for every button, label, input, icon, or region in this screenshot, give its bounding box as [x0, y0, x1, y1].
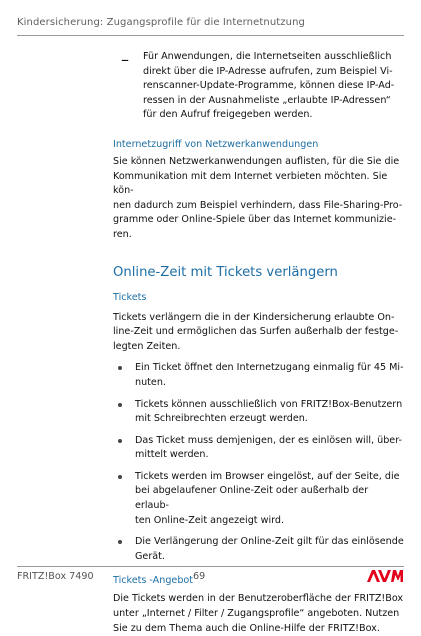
page-number: 69	[193, 571, 206, 582]
list-item: Ein Ticket öffnet den Internetzugang einmalig für 45 Mi- nuten.	[113, 361, 405, 390]
dash-marker: –	[121, 50, 129, 69]
list-item: Tickets können ausschließlich von FRITZ!Box-Benutzern mit Schreibrechten erzeugt werden.	[113, 398, 405, 427]
bullet-marker	[118, 439, 122, 443]
avm-logo-icon	[366, 568, 404, 584]
subheading-tickets-angebot: Tickets -Angebot	[113, 575, 194, 587]
bullet-marker	[118, 366, 122, 370]
page-footer	[17, 566, 404, 586]
section-heading-online-zeit: Online-Zeit mit Tickets verlängern	[113, 264, 338, 280]
subheading-tickets: Tickets	[113, 291, 147, 303]
paragraph-tickets-angebot: Die Tickets werden in der Benutzeroberfläche der FRITZ!Box unter „Internet / Filter / Zugangsprofile“ angeboten. Nutzen Sie zu dem Thema auch die Online-Hilfe der FRITZ!Box.	[113, 593, 404, 634]
dash-list-item	[121, 50, 405, 123]
paragraph-netzwerkanwendungen: Sie können Netzwerkanwendungen auflisten, für die Sie die Kommunikation mit dem Internet verbieten möchten. Sie kön- nen dadurch zum Beispiel verhindern, dass File-Sharing-Pro- gramme oder Online-Spiele über das Internet kommunizie- ren.	[113, 155, 403, 240]
list-item: Das Ticket muss demjenigen, der es einlösen will, über- mittelt werden.	[113, 434, 405, 463]
dash-item-text: Für Anwendungen, die Internetseiten ausschließlich direkt über die IP-Adresse aufrufen, zum Beispiel Vi- renscanner-Update-Programme, können diese IP-Ad- ressen in der Ausnahmeliste „erlaubte IP-Adressen“ für den Aufruf freigegeben werden.	[143, 51, 395, 121]
header-title: Kindersicherung: Zugangsprofile für die Internetnutzung	[17, 17, 305, 28]
subheading-netzwerkanwendungen: Internetzugriff von Netzwerkanwendungen	[113, 138, 319, 150]
ticket-bullet-list	[113, 361, 405, 564]
list-item: Die Verlängerung der Online-Zeit gilt für das einlösende Gerät.	[113, 535, 405, 564]
bullet-marker	[118, 403, 122, 407]
footer-product-name: FRITZ!Box 7490	[17, 571, 94, 582]
footer-divider	[17, 566, 404, 567]
page-content	[113, 50, 405, 636]
bullet-marker	[118, 475, 122, 479]
page-header	[17, 17, 404, 36]
paragraph-tickets: Tickets verlängern die in der Kindersicherung erlaubte On- line-Zeit und ermöglichen das Surfen außerhalb der festge- legten Zeiten.	[113, 311, 399, 352]
bullet-marker	[118, 540, 122, 544]
list-item: Tickets werden im Browser eingelöst, auf der Seite, die bei abgelaufener Online-Zeit oder außerhalb der erlaub- ten Online-Zeit angezeigt wird.	[113, 470, 405, 528]
